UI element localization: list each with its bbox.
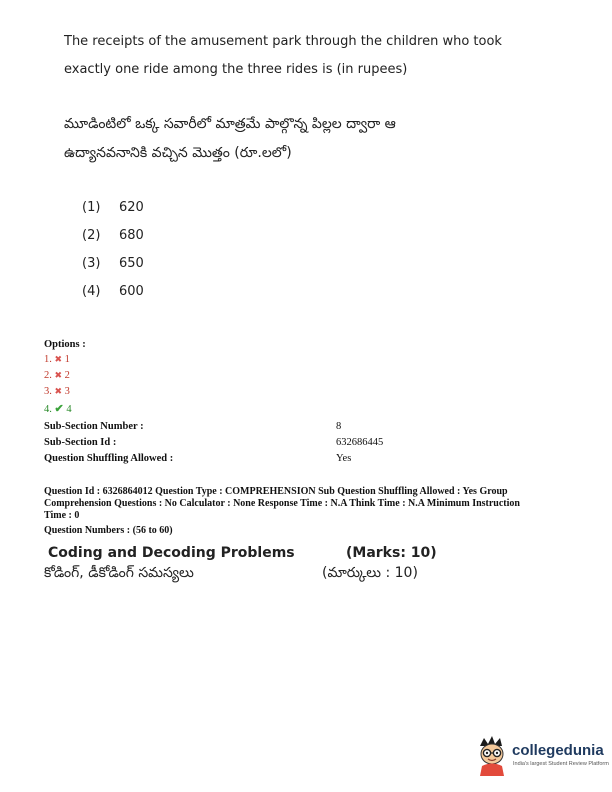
question-text-en-2: exactly one ride among the three rides is (in rupees): [64, 62, 408, 77]
answer-index: 4.: [44, 404, 52, 415]
logo-tagline: India's largest Student Review Platform: [513, 761, 609, 767]
shuffling-label: Question Shuffling Allowed :: [44, 453, 174, 464]
choice-value: 600: [119, 284, 144, 299]
question-info-line3: Time : 0: [44, 510, 80, 521]
question-text-en-1: The receipts of the amusement park through the children who took: [64, 34, 502, 49]
cross-icon: ✖: [54, 354, 63, 364]
answer-index: 2.: [44, 370, 52, 381]
options-heading: Options :: [44, 339, 86, 350]
question-text-te-1: మూడింటిలో ఒక్క సవారీలో మాత్రమే పాల్గొన్న పిల్లల ద్వారా ఆ: [64, 116, 396, 132]
choice-value: 680: [119, 228, 144, 243]
choice-value: 620: [119, 200, 144, 215]
question-info-line1: Question Id : 6326864012 Question Type : COMPREHENSION Sub Question Shuffling Allowed : Yes Group: [44, 486, 508, 497]
choice-number: (2): [82, 228, 101, 243]
answer-label: 3: [64, 386, 70, 397]
section-marks-en: (Marks: 10): [346, 545, 437, 561]
shuffling-value: Yes: [336, 453, 352, 464]
cross-icon: ✖: [54, 370, 63, 380]
section-marks-te: (మార్కులు : 10): [322, 565, 418, 581]
subsection-number-label: Sub-Section Number :: [44, 421, 144, 432]
choice-number: (3): [82, 256, 101, 271]
question-info-line2: Comprehension Questions : No Calculator : None Response Time : N.A Think Time : N.A Minimum Instruction: [44, 498, 520, 509]
section-title-en: Coding and Decoding Problems: [48, 545, 295, 561]
check-icon: ✔: [54, 403, 64, 415]
answer-index: 1.: [44, 354, 52, 365]
answer-label: 1: [64, 354, 70, 365]
answer-option-3: [44, 386, 70, 397]
answer-index: 3.: [44, 386, 52, 397]
choice-number: (4): [82, 284, 101, 299]
collegedunia-logo: [474, 736, 609, 776]
question-numbers: Question Numbers : (56 to 60): [44, 525, 173, 536]
mascot-icon: [474, 736, 510, 776]
choice-number: (1): [82, 200, 101, 215]
subsection-number-value: 8: [336, 421, 342, 432]
answer-option-2: [44, 370, 70, 381]
section-title-te: కోడింగ్, డీకోడింగ్ సమస్యలు: [44, 565, 194, 581]
question-text-te-2: ఉద్యానవనానికి వచ్చిన మొత్తం (రూ.లలో): [64, 145, 292, 161]
answer-option-1: [44, 354, 70, 365]
subsection-id-value: 632686445: [336, 437, 384, 448]
answer-label: 2: [64, 370, 70, 381]
subsection-id-label: Sub-Section Id :: [44, 437, 117, 448]
answer-label: 4: [66, 404, 72, 415]
answer-option-4: [44, 402, 72, 415]
cross-icon: ✖: [54, 386, 63, 396]
choice-value: 650: [119, 256, 144, 271]
logo-name: collegedunia: [512, 742, 604, 759]
